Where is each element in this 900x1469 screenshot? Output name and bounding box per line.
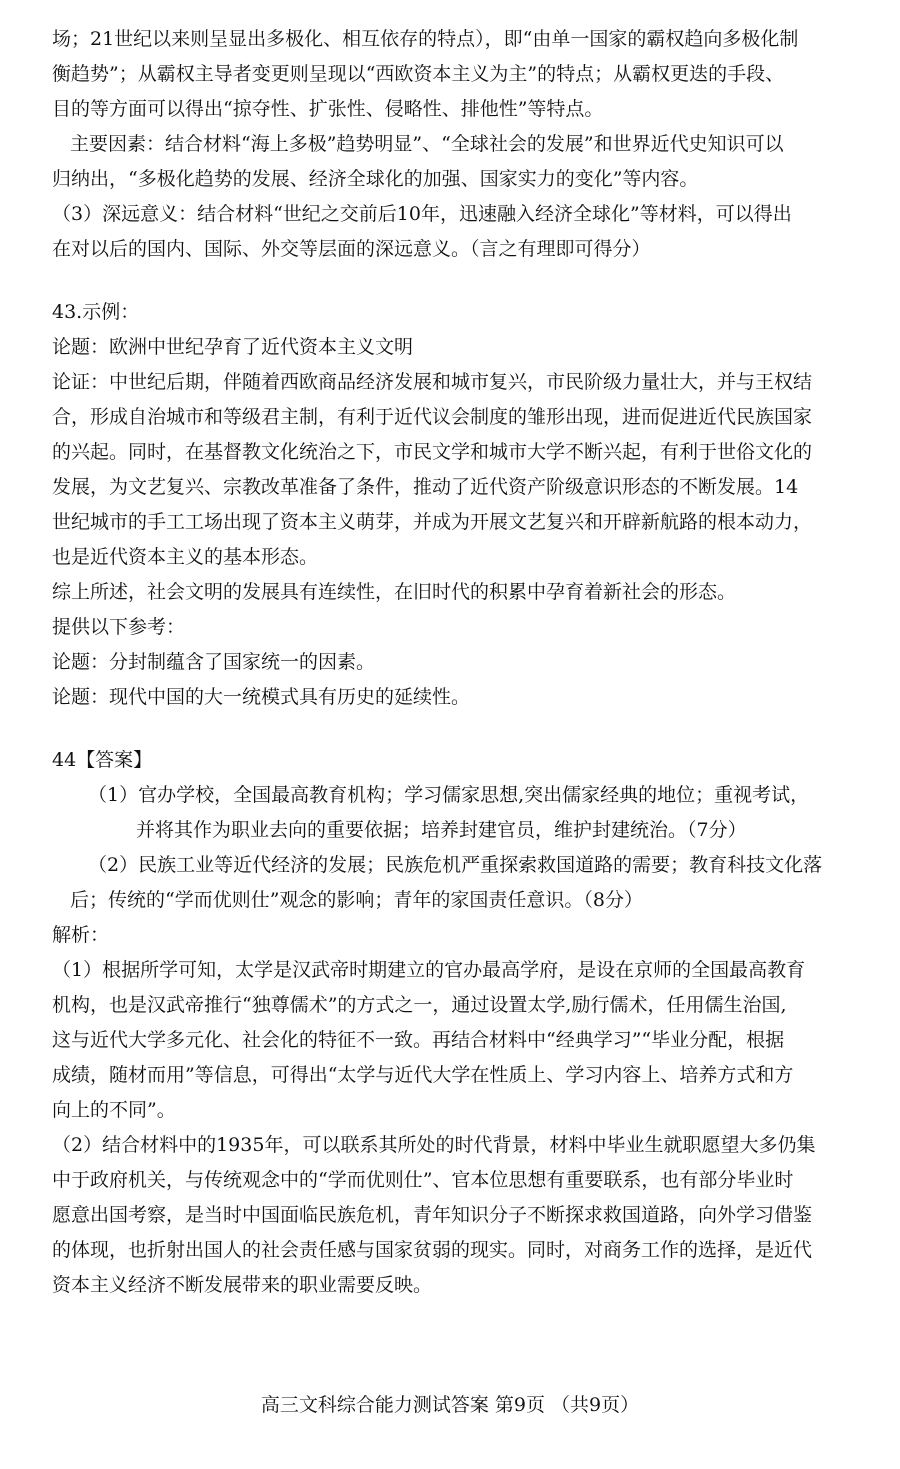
significance-paragraph bbox=[52, 197, 857, 267]
text-line: （3）深远意义：结合材料“世纪之交前后10年，迅速融入经济全球化”等材料，可以得出 bbox=[52, 203, 792, 225]
text-line: 机构，也是汉武帝推行“独尊儒术”的方式之一，通过设置太学,励行儒术，任用儒生治国, bbox=[52, 994, 787, 1016]
q43-thesis: 论题：欧洲中世纪孕育了近代资本主义文明 bbox=[52, 336, 414, 358]
text-line: 的体现，也折射出国人的社会责任感与国家贫弱的现实。同时，对商务工作的选择，是近代 bbox=[52, 1239, 813, 1261]
q43-reference-label: 提供以下参考： bbox=[52, 616, 186, 638]
text-line: 愿意出国考察，是当时中国面临民族危机，青年知识分子不断探求救国道路，向外学习借鉴 bbox=[52, 1204, 813, 1226]
q44-heading: 44【答案】 bbox=[52, 749, 153, 771]
q43-heading: 43.示例： bbox=[52, 301, 140, 323]
text-line: 并将其作为职业去向的重要依据；培养封建官员，维护封建统治。（7分） bbox=[136, 819, 747, 841]
q43-reference-thesis-1: 论题：分封制蕴含了国家统一的因素。 bbox=[52, 651, 376, 673]
intro-paragraph bbox=[52, 22, 857, 127]
text-line: 发展，为文艺复兴、宗教改革准备了条件，推动了近代资产阶级意识形态的不断发展。14 bbox=[52, 476, 799, 498]
text-line: 中于政府机关，与传统观念中的“学而优则仕”、官本位思想有重要联系，也有部分毕业时 bbox=[52, 1169, 794, 1191]
q43-conclusion: 综上所述，社会文明的发展具有连续性，在旧时代的积累中孕育着新社会的形态。 bbox=[52, 581, 737, 603]
text-line: 也是近代资本主义的基本形态。 bbox=[52, 546, 319, 568]
question-43 bbox=[52, 295, 857, 715]
text-line: 衡趋势”；从霸权主导者变更则呈现以“西欧资本主义为主”的特点；从霸权更迭的手段、 bbox=[52, 63, 785, 85]
text-line: 这与近代大学多元化、社会化的特征不一致。再结合材料中“经典学习”“毕业分配，根据 bbox=[52, 1029, 785, 1051]
q43-reference-thesis-2: 论题：现代中国的大一统模式具有历史的延续性。 bbox=[52, 686, 471, 708]
text-line: 的兴起。同时，在基督教文化统治之下，市民文学和城市大学不断兴起，有利于世俗文化的 bbox=[52, 441, 813, 463]
text-line: 目的等方面可以得出“掠夺性、扩张性、侵略性、排他性”等特点。 bbox=[52, 98, 604, 120]
page-footer: 高三文科综合能力测试答案 第9页 （共9页） bbox=[260, 1394, 640, 1416]
main-factors-paragraph bbox=[52, 127, 857, 197]
text-line: 论证：中世纪后期，伴随着西欧商品经济发展和城市复兴，市民阶级力量壮大，并与王权结 bbox=[52, 371, 813, 393]
text-line: 在对以后的国内、国际、外交等层面的深远意义。（言之有理即可得分） bbox=[52, 238, 651, 260]
text-line: 世纪城市的手工工场出现了资本主义萌芽，并成为开展文艺复兴和开辟新航路的根本动力， bbox=[52, 511, 813, 533]
text-line: 资本主义经济不断发展带来的职业需要反映。 bbox=[52, 1274, 433, 1296]
q44-analysis-1 bbox=[52, 953, 857, 1128]
text-line: 后；传统的“学而优则仕”观念的影响；青年的家国责任意识。（8分） bbox=[70, 889, 644, 911]
q44-answer-2 bbox=[52, 848, 857, 918]
text-line: 归纳出，“多极化趋势的发展、经济全球化的加强、国家实力的变化”等内容。 bbox=[52, 168, 699, 190]
text-line: （1）官办学校，全国最高教育机构；学习儒家思想,突出儒家经典的地位；重视考试， bbox=[88, 784, 810, 806]
q44-analysis-2 bbox=[52, 1128, 857, 1303]
text-line: （2）结合材料中的1935年，可以联系其所处的时代背景，材料中毕业生就职愿望大多仍集 bbox=[52, 1134, 816, 1156]
spacer bbox=[52, 267, 857, 295]
question-44 bbox=[52, 743, 857, 1303]
text-line: （2）民族工业等近代经济的发展；民族危机严重探索救国道路的需要；教育科技文化落 bbox=[88, 854, 823, 876]
text-line: 合，形成自治城市和等级君主制，有利于近代议会制度的雏形出现，进而促进近代民族国家 bbox=[52, 406, 813, 428]
q44-answer-1 bbox=[52, 778, 857, 848]
q43-argument bbox=[52, 365, 857, 575]
q44-analysis-label: 解析： bbox=[52, 924, 110, 946]
text-line: 主要因素：结合材料“海上多极”趋势明显”、“全球社会的发展”和世界近代史知识可以 bbox=[70, 133, 784, 155]
answer-page bbox=[52, 22, 857, 1303]
text-line: 成绩，随材而用”等信息，可得出“太学与近代大学在性质上、学习内容上、培养方式和方 bbox=[52, 1064, 794, 1086]
text-line: （1）根据所学可知，太学是汉武帝时期建立的官办最高学府，是设在京师的全国最高教育 bbox=[52, 959, 806, 981]
text-line: 场；21世纪以来则呈显出多极化、相互依存的特点），即“由单一国家的霸权趋向多极化制 bbox=[52, 28, 799, 50]
spacer bbox=[52, 715, 857, 743]
text-line: 向上的不同”。 bbox=[52, 1099, 176, 1121]
